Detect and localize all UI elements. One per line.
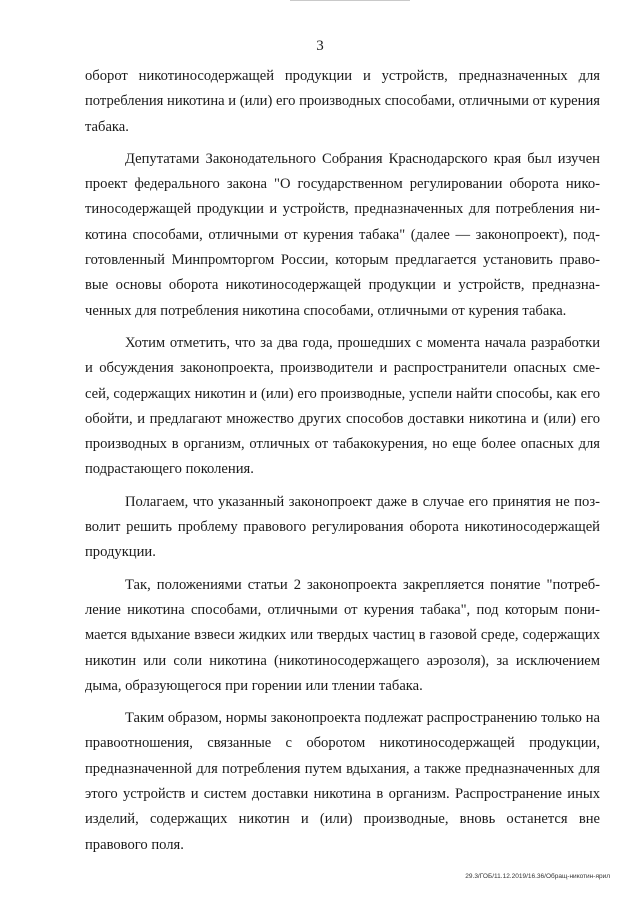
document-body [85,64,600,858]
paragraph-two-years-note: Хотим отметить, что за два года, прошедших с момента начала разработки и обсуждения законопроекта, производители и распространители опасных смесей, содержащих никотин и (или) его производные, успели найти способы, как его обойти, и предлагают множество других способов доставки никотина и (или) его производных в организм, отличных от табакокурения, но еще более опасных для подрастающего поколения. [85,334,600,478]
paragraph-conclusion: Таким образом, нормы законопроекта подлежат распространению только на правоотношения, связанные с оборотом никотиносодержащей продукции, предназначенной для потребления путем вдыхания, а также предназначенных для этого устройств и систем доставки никотина в организм. Распространение иных изделий, содержащих никотин и (или) производные, вновь останется вне правового поля. [85,710,600,853]
document-footer-code: 29.3/ГОБ/11.12.2019/16.36/Обращ-никотин-ярил [465,873,610,880]
paragraph-draft-law-review: Депутатами Законодательного Собрания Краснодарского края был изучен проект федерального закона "О государственном регулировании оборота никотиносодержащей продукции и устройств, предназначенных для потребления никотина способами, отличными от курения табака" (далее — законопроект), подготовленный Минпромторгом России, которым предлагается установить правовые основы оборота никотиносодержащей продукции и устройств, предназначенных для потребления никотина способами, отличными от курения табака. [85,150,600,319]
page-number: 3 [316,38,324,54]
paragraph-continuation: оборот никотиносодержащей продукции и устройств, предназначенных для потребления никотина и (или) его производных способами, отличными от курения табака. [85,68,600,135]
scan-edge-mark [290,0,410,1]
paragraph-article-2: Так, положениями статьи 2 законопроекта закрепляется понятие "потребление никотина способами, отличными от курения табака", под которым понимается вдыхание взвеси жидких или твердых частиц в газовой среде, содержащих никотин или соли никотина (никотиносодержащего аэрозоля), за исключением дыма, образующегося при горении или тлении табака. [85,576,600,694]
paragraph-assessment: Полагаем, что указанный законопроект даже в случае его принятия не позволит решить проблему правового регулирования оборота никотиносодержащей продукции. [85,493,600,561]
